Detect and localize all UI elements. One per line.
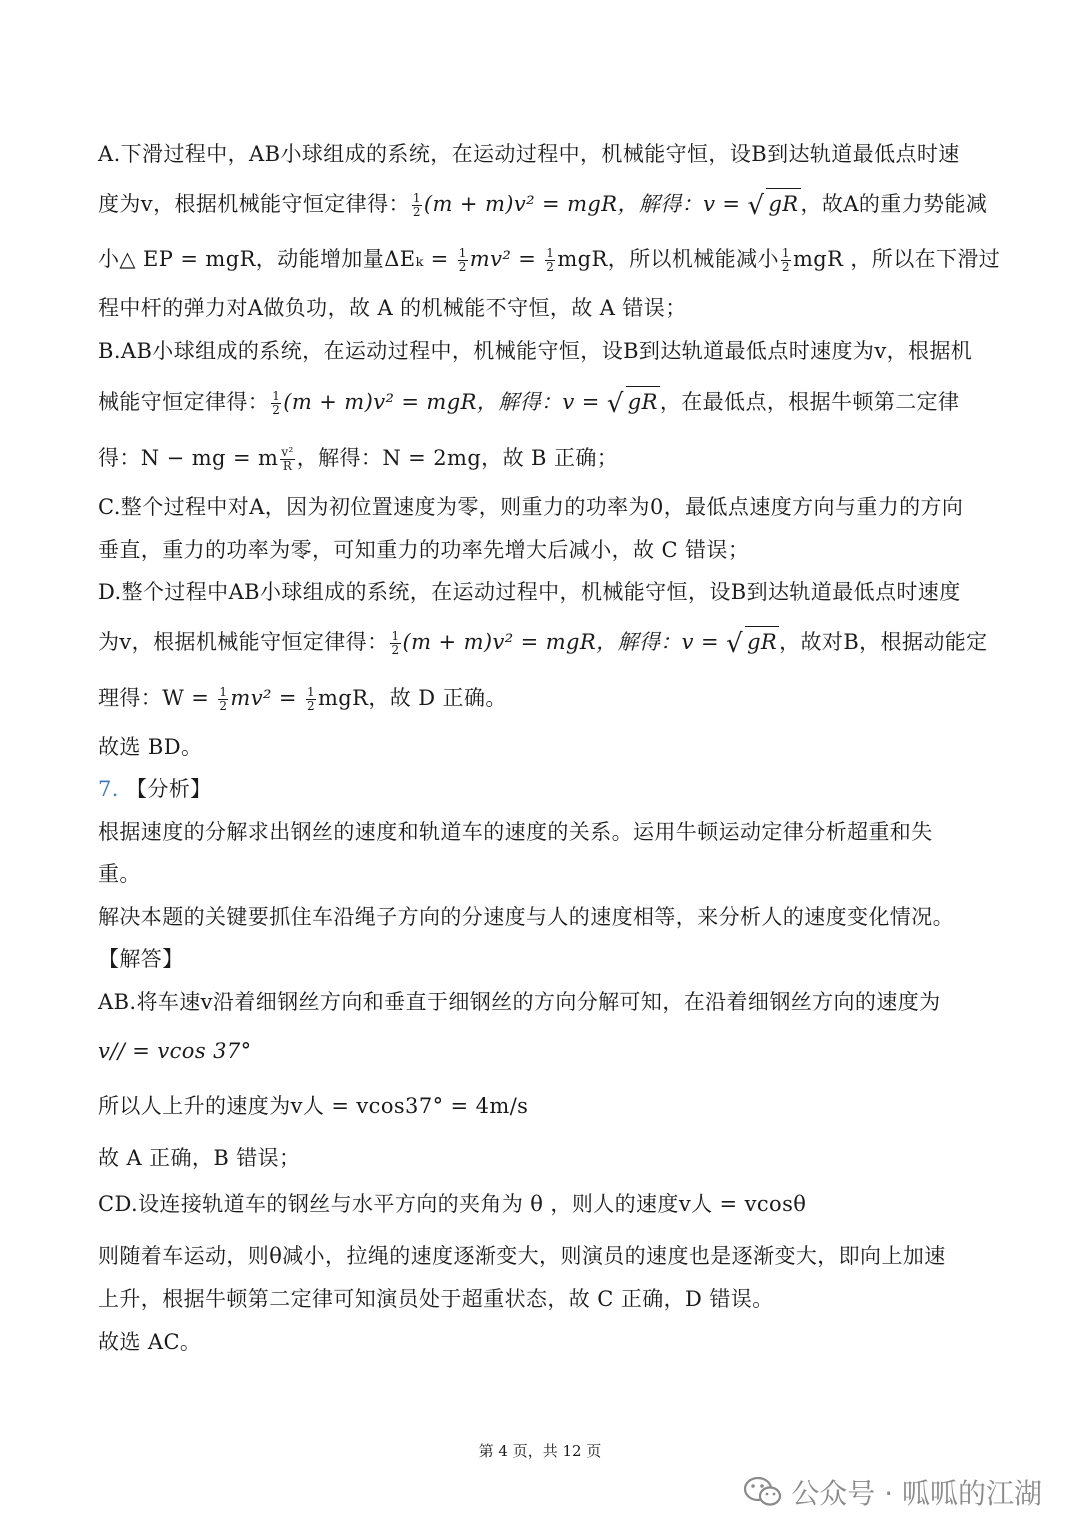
line-text: ，故对B，根据动能定 [779,630,988,654]
line-text: 根据速度的分解求出钢丝的速度和轨道车的速度的关系。运用牛顿运动定律分析超重和失 [98,820,933,844]
text-line [98,293,1020,323]
line-text: 故选 BD。 [98,735,203,759]
text-line [98,1036,1020,1066]
text-line [98,683,1020,713]
sqrt-icon: √ [606,389,624,419]
line-text: mgR，所以机械能减小 [557,247,779,271]
formula: mv² = [230,686,304,710]
fraction: $\frac{1}{2}$ [391,629,400,657]
text-line [98,944,1020,974]
text-line [98,535,1020,565]
fraction: $\frac{1}{2}$ [412,191,421,219]
text-line [98,492,1020,522]
line-text: 重。 [98,862,141,886]
line-text: 故选 AC。 [98,1330,202,1354]
text-line [98,817,1020,847]
text-line [98,577,1020,607]
watermark [743,1470,1042,1514]
line-text: 垂直，重力的功率为零，可知重力的功率先增大后减小，故 C 错误； [98,538,750,562]
text-line [98,1284,1020,1314]
section-heading: 【解答】 [98,947,184,971]
formula: v// = vcos 37° [98,1039,252,1063]
fraction: $\frac{1}{2}$ [781,246,790,274]
section-heading: 【分析】 [125,777,212,801]
text-line [98,1327,1020,1357]
fraction: $\frac{1}{2}$ [219,685,228,713]
formula: mv² = [469,247,544,271]
line-text: AB.将车速v沿着细钢丝方向和垂直于细钢丝的方向分解可知，在沿着细钢丝方向的速度为 [98,990,941,1014]
fraction: $\frac{1}{2}$ [272,389,281,417]
line-text: 解决本题的关键要抓住车沿绳子方向的分速度与人的速度相等，来分析人的速度变化情况。 [98,905,954,929]
text-line [98,859,1020,889]
sqrt-icon: √ [747,191,765,221]
line-text: C.整个过程中对A，因为初位置速度为零，则重力的功率为0，最低点速度方向与重力的方向 [98,495,964,519]
text-line [98,774,1020,804]
page-footer: 第 4 页，共 12 页 [478,1442,602,1460]
line-text: ，在最低点，根据牛顿第二定律 [659,390,960,414]
text-line [98,244,1020,274]
line-text: 械能守恒定律得： [98,390,270,414]
formula: (m + m)v² = mgR，解得：v = [402,630,727,654]
text-line [98,336,1020,366]
watermark-text: 公众号 · 呱呱的江湖 [791,1477,1042,1510]
line-text: 程中杆的弹力对A做负功，故 A 的机械能不守恒，故 A 错误； [98,296,687,320]
line-text: B.AB小球组成的系统，在运动过程中，机械能守恒，设B到达轨道最低点时速度为v，根据机 [98,339,973,363]
line-text: 为v，根据机械能守恒定律得： [98,630,389,654]
line-text: CD.设连接轨道车的钢丝与水平方向的夹角为 θ ，则人的速度v人 = vcosθ [98,1192,807,1216]
text-line [98,1189,1020,1219]
text-line [98,1143,1020,1173]
fraction: $\frac{\text{v²}}{R}$ [281,445,294,473]
line-text: mgR，故 D 正确。 [317,686,507,710]
fraction: $\frac{1}{2}$ [546,246,555,274]
wechat-icon [743,1475,783,1509]
text-line [98,188,1020,219]
line-text: 上升，根据牛顿第二定律可知演员处于超重状态，故 C 正确，D 错误。 [98,1287,774,1311]
line-text: mgR ，所以在下滑过 [792,247,1001,271]
radicand: gR [766,188,800,219]
text-line [98,139,1020,169]
line-text: ，解得：N = 2mg，故 B 正确； [296,446,619,470]
radicand: gR [745,626,779,657]
sqrt-icon: √ [726,629,744,659]
text-line [98,1241,1020,1271]
text-line [98,732,1020,762]
formula: (m + m)v² = mgR，解得：v = [423,192,748,216]
line-text: D.整个过程中AB小球组成的系统，在运动过程中，机械能守恒，设B到达轨道最低点时速度 [98,580,961,604]
fraction: $\frac{1}{2}$ [458,246,467,274]
text-line [98,902,1020,932]
line-text: 则随着车运动，则θ减小，拉绳的速度逐渐变大，则演员的速度也是逐渐变大，即向上加速 [98,1244,946,1268]
text-line [98,626,1020,657]
radicand: gR [626,386,660,417]
text-line [98,443,1020,473]
line-text: 故 A 正确，B 错误； [98,1146,301,1170]
line-text: 小△ EP = mgR，动能增加量ΔEₖ = [98,247,456,271]
item-number: 7. [98,777,119,801]
text-line [98,1091,1020,1121]
text-line [98,987,1020,1017]
text-line [98,386,1020,417]
line-text: 所以人上升的速度为v人 = vcos37° = 4m/s [98,1094,529,1118]
line-text: A.下滑过程中，AB小球组成的系统，在运动过程中，机械能守恒，设B到达轨道最低点时速 [98,142,960,166]
formula: 得：N − mg = m [98,446,279,470]
formula: 理得：W = [98,686,217,710]
formula: (m + m)v² = mgR，解得：v = [283,390,607,414]
fraction: $\frac{1}{2}$ [306,685,315,713]
line-text: 度为v，根据机械能守恒定律得： [98,192,410,216]
line-text: ，故A的重力势能减 [800,192,988,216]
